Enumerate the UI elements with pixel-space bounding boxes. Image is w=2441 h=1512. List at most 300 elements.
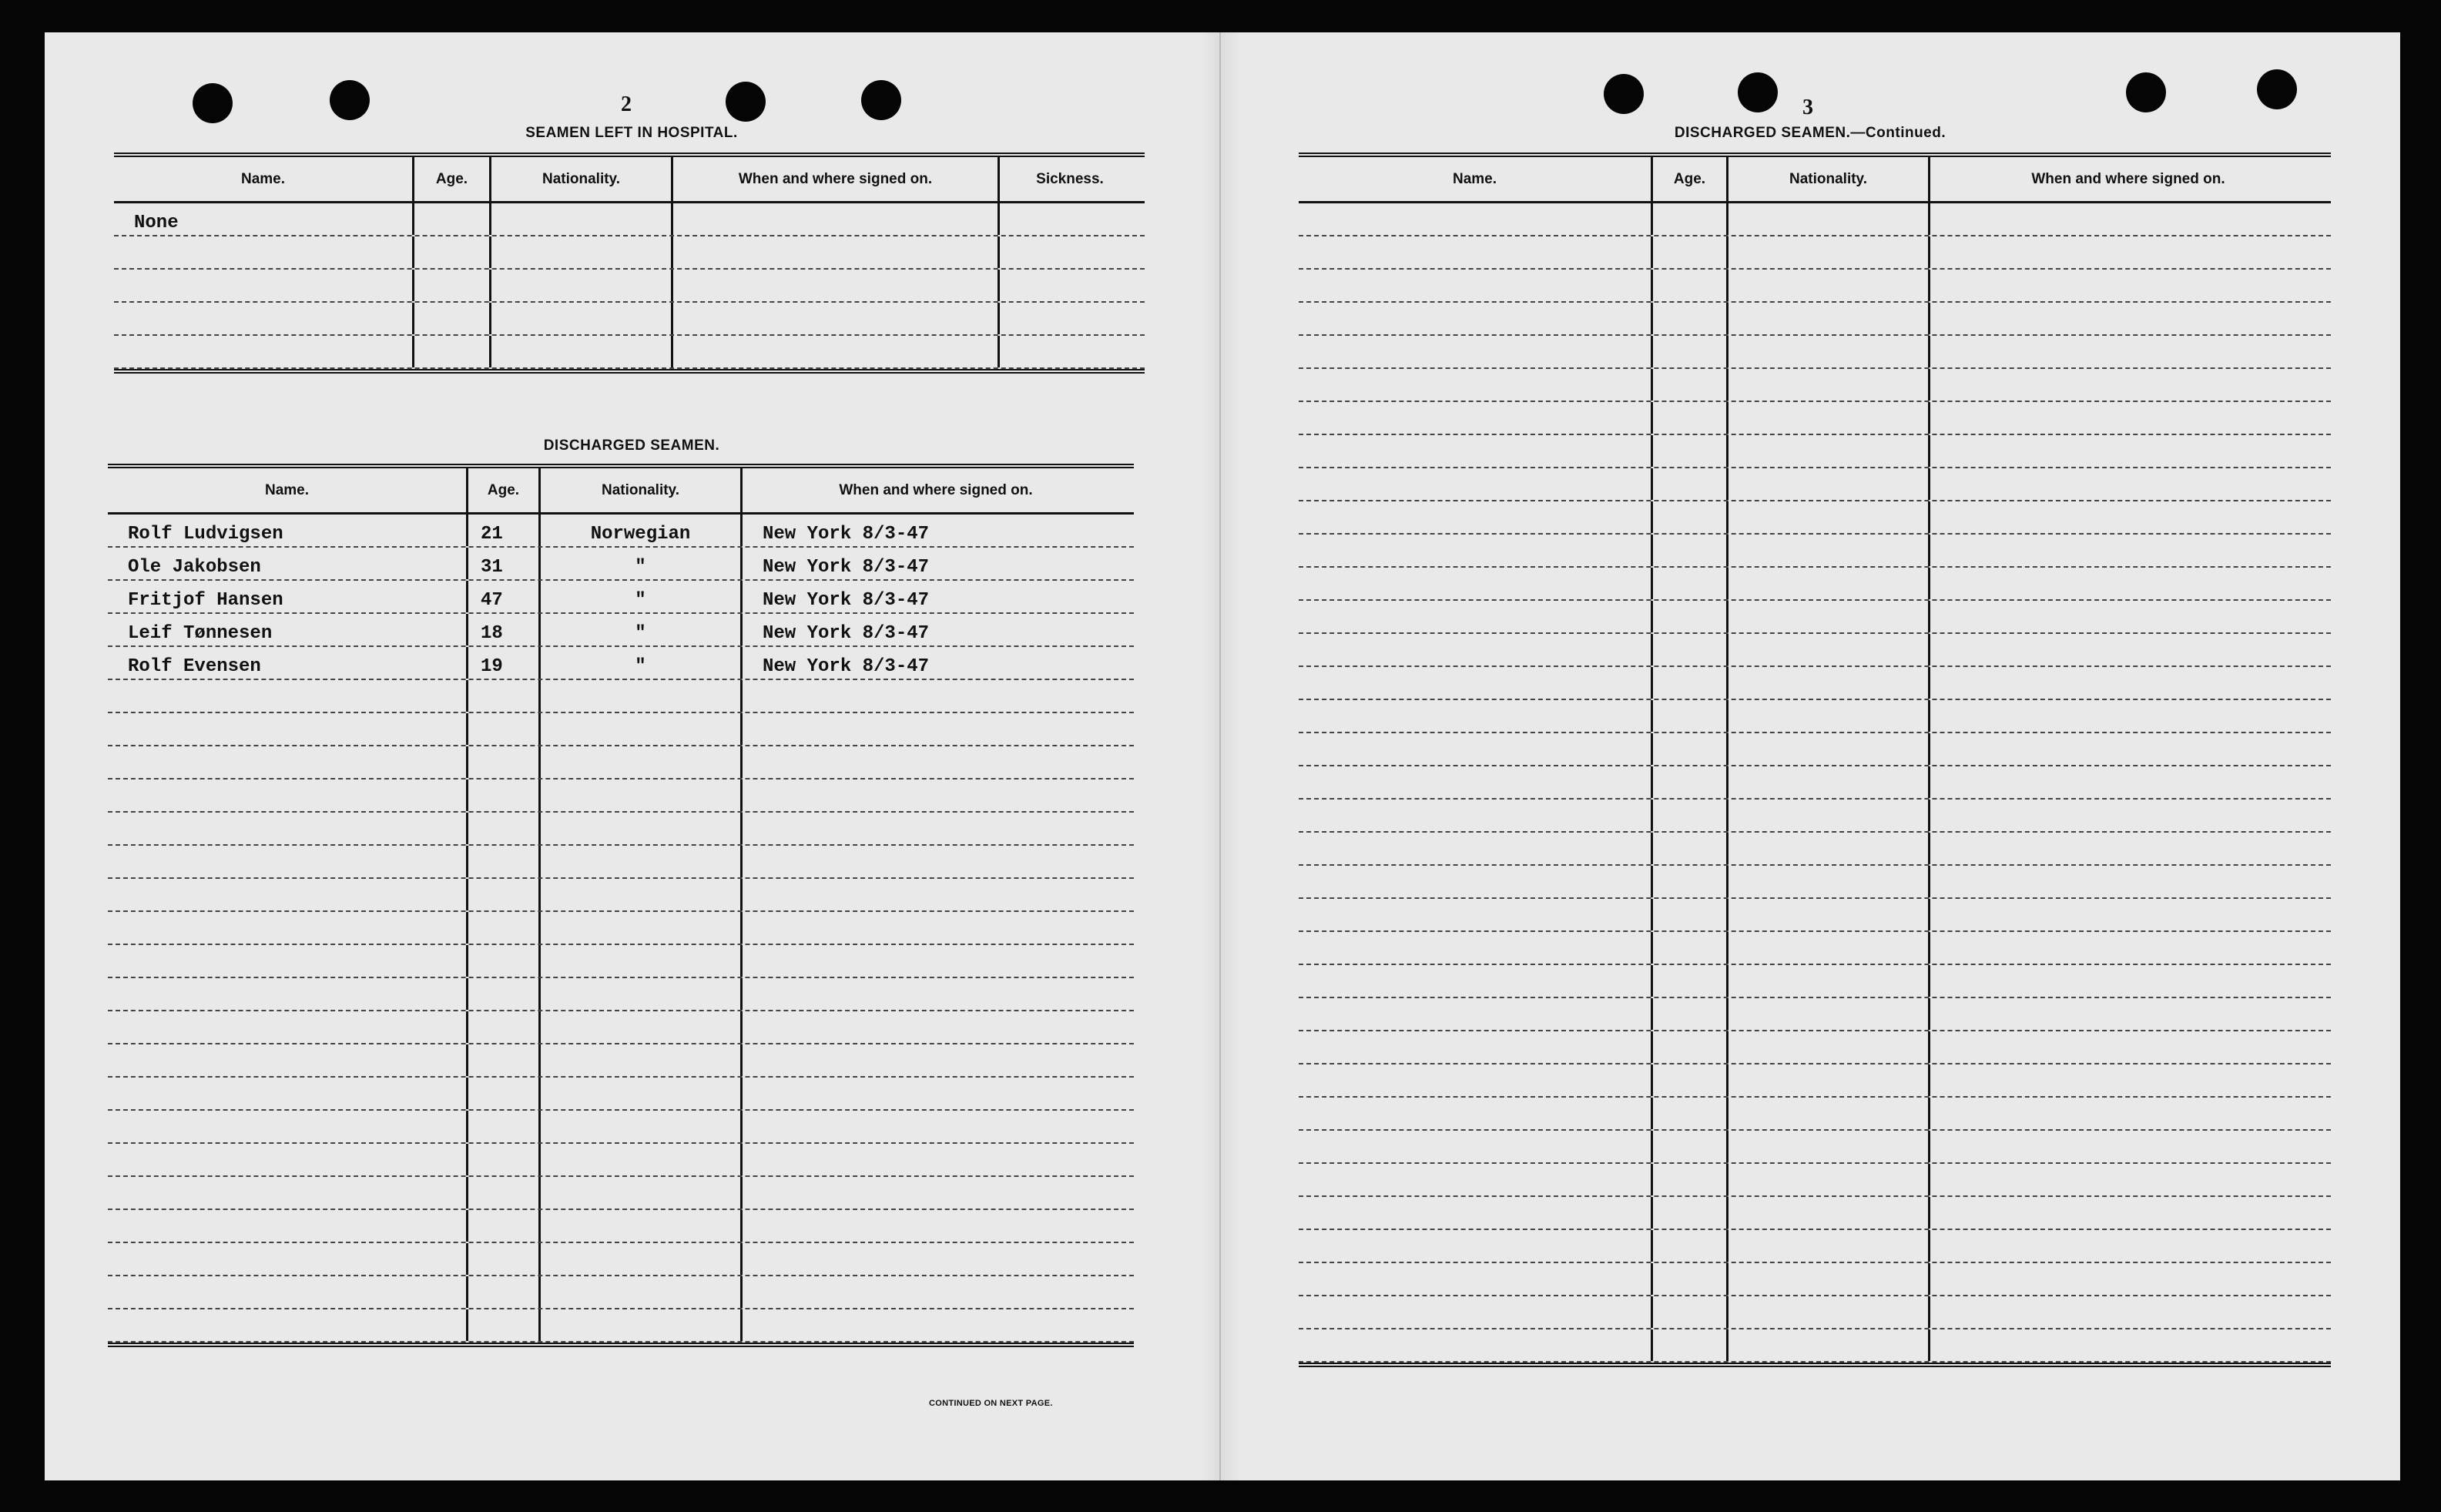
table-cell: [541, 978, 743, 1010]
table-row: [1299, 932, 2331, 965]
discharged-continued-table: [1299, 153, 2331, 1367]
table-cell: [1653, 1296, 1728, 1328]
discharged-section-title: DISCHARGED SEAMEN.: [543, 438, 720, 454]
hospital-table: [114, 153, 1145, 374]
table-cell: [1930, 468, 2326, 500]
table-row: [1299, 203, 2331, 236]
table-cell: [108, 879, 468, 910]
table-cell: [108, 1243, 468, 1275]
table-cell: [1653, 1263, 1728, 1295]
table-cell: [1000, 203, 1140, 235]
table-cell: [1728, 1197, 1930, 1229]
table-cell: [491, 303, 673, 334]
table-cell: [541, 713, 743, 745]
table-row: [1299, 369, 2331, 402]
table-cell: [1299, 1098, 1653, 1129]
table-cell: [1653, 1230, 1728, 1262]
table-cell: [468, 912, 541, 944]
table-row: [1299, 1296, 2331, 1329]
page-fold: [1219, 32, 1221, 1480]
table-cell: Fritjof Hansen: [108, 581, 468, 612]
table-cell: [541, 779, 743, 811]
table-row: [1299, 336, 2331, 369]
table-row: [108, 1011, 1134, 1044]
table-cell: [468, 1044, 541, 1076]
table-cell: [1653, 998, 1728, 1030]
table-cell: [743, 1078, 1129, 1109]
table-row: [1299, 1230, 2331, 1263]
table-cell: [743, 1011, 1129, 1043]
table-cell: [1728, 203, 1930, 235]
table-cell: [108, 912, 468, 944]
table-cell: [1299, 1031, 1653, 1063]
table-cell: [1299, 236, 1653, 268]
table-cell: [1299, 535, 1653, 566]
table-cell: [1728, 800, 1930, 831]
discharged-continued-header: [1299, 157, 2331, 203]
table-cell: [1299, 1164, 1653, 1195]
table-row: [108, 647, 1134, 680]
table-row: [1299, 800, 2331, 833]
table-row: [108, 515, 1134, 548]
table-cell: [1299, 634, 1653, 665]
table-cell: ": [541, 548, 743, 579]
table-cell: [1299, 435, 1653, 467]
table-cell: [1728, 866, 1930, 897]
column-header: Name.: [1299, 157, 1653, 201]
table-row: [108, 1111, 1134, 1144]
table-cell: [1299, 1296, 1653, 1328]
table-cell: [1930, 270, 2326, 301]
table-cell: [468, 1111, 541, 1142]
table-row: [114, 303, 1145, 336]
table-cell: [1728, 1329, 1930, 1361]
table-cell: [1930, 733, 2326, 765]
table-cell: [108, 1210, 468, 1242]
table-cell: None: [114, 203, 414, 235]
table-cell: [1653, 535, 1728, 566]
table-cell: [1930, 1263, 2326, 1295]
table-cell: [1299, 568, 1653, 599]
table-cell: [541, 813, 743, 844]
table-cell: [1728, 535, 1930, 566]
table-cell: [114, 303, 414, 334]
table-cell: [541, 1078, 743, 1109]
table-cell: [1653, 866, 1728, 897]
table-row: [108, 846, 1134, 879]
table-cell: Ole Jakobsen: [108, 548, 468, 579]
hospital-table-header: [114, 157, 1145, 203]
table-cell: [1299, 270, 1653, 301]
table-cell: [743, 879, 1129, 910]
table-cell: [1299, 899, 1653, 930]
table-cell: [1728, 1164, 1930, 1195]
table-cell: [1728, 601, 1930, 632]
table-cell: [1653, 1131, 1728, 1162]
table-row: [108, 1177, 1134, 1210]
binder-hole: [193, 83, 233, 123]
table-row: [1299, 667, 2331, 700]
table-cell: [1653, 203, 1728, 235]
table-cell: [1653, 236, 1728, 268]
table-cell: [1930, 336, 2326, 367]
table-cell: [743, 978, 1129, 1010]
table-cell: [1930, 402, 2326, 434]
table-row: [1299, 1131, 2331, 1164]
table-cell: [743, 945, 1129, 977]
table-cell: [108, 945, 468, 977]
table-row: [108, 1044, 1134, 1078]
table-cell: [541, 1210, 743, 1242]
table-cell: [108, 813, 468, 844]
table-row: [1299, 733, 2331, 766]
table-cell: [743, 1309, 1129, 1341]
column-header: Name.: [114, 157, 414, 201]
table-cell: [1653, 634, 1728, 665]
table-cell: [1930, 766, 2326, 798]
table-cell: [468, 713, 541, 745]
table-cell: [1653, 1329, 1728, 1361]
table-cell: [1930, 1164, 2326, 1195]
table-cell: [673, 270, 1000, 301]
table-row: [108, 548, 1134, 581]
table-cell: [1653, 932, 1728, 964]
table-row: [108, 746, 1134, 779]
table-cell: [468, 1078, 541, 1109]
table-cell: [414, 236, 491, 268]
table-cell: [1728, 1263, 1930, 1295]
table-row: [108, 614, 1134, 647]
table-cell: [1653, 965, 1728, 997]
table-row: [108, 912, 1134, 945]
table-cell: [1299, 866, 1653, 897]
table-cell: [1653, 303, 1728, 334]
table-cell: [491, 270, 673, 301]
table-row: [1299, 270, 2331, 303]
table-cell: [114, 336, 414, 367]
discharged-table: [108, 464, 1134, 1347]
table-cell: [108, 1078, 468, 1109]
table-cell: [468, 1276, 541, 1308]
table-cell: [1930, 833, 2326, 864]
table-cell: [1930, 203, 2326, 235]
table-cell: [1299, 998, 1653, 1030]
table-cell: [743, 779, 1129, 811]
column-header: When and where signed on.: [2031, 170, 2225, 187]
table-cell: [743, 1210, 1129, 1242]
table-cell: [108, 1276, 468, 1308]
table-cell: [1299, 667, 1653, 699]
table-cell: [1653, 833, 1728, 864]
table-row: [108, 713, 1134, 746]
table-cell: 21: [468, 515, 541, 546]
table-cell: 18: [468, 614, 541, 645]
page-number-left: 2: [621, 92, 632, 116]
table-cell: [1728, 1064, 1930, 1096]
table-cell: [1728, 1031, 1930, 1063]
table-row: [108, 1144, 1134, 1177]
table-cell: [1299, 1064, 1653, 1096]
table-cell: [1930, 634, 2326, 665]
table-cell: [114, 236, 414, 268]
table-cell: [1930, 1098, 2326, 1129]
table-cell: [1653, 899, 1728, 930]
table-cell: [1299, 1197, 1653, 1229]
table-cell: [1930, 998, 2326, 1030]
table-cell: [743, 1177, 1129, 1209]
table-cell: [1299, 1263, 1653, 1295]
table-cell: [108, 713, 468, 745]
table-cell: [468, 1144, 541, 1175]
column-header: Nationality.: [541, 468, 743, 512]
column-header: Sickness.: [1036, 170, 1104, 187]
table-row: [1299, 1164, 2331, 1197]
binder-hole: [2257, 69, 2297, 109]
table-cell: [1000, 270, 1140, 301]
table-row: [1299, 1098, 2331, 1131]
table-cell: Leif Tønnesen: [108, 614, 468, 645]
hospital-table-body: [114, 203, 1145, 369]
table-cell: [1653, 435, 1728, 467]
table-cell: [1653, 270, 1728, 301]
table-row: [1299, 1197, 2331, 1230]
table-cell: [1653, 700, 1728, 732]
table-cell: [743, 1144, 1129, 1175]
table-cell: [1930, 667, 2326, 699]
table-row: [1299, 236, 2331, 270]
table-cell: [1930, 369, 2326, 401]
table-cell: [1299, 402, 1653, 434]
table-cell: [491, 236, 673, 268]
table-cell: [1299, 932, 1653, 964]
table-cell: [1930, 303, 2326, 334]
hospital-section-title: SEAMEN LEFT IN HOSPITAL.: [525, 125, 738, 141]
table-cell: [108, 978, 468, 1010]
table-cell: [414, 303, 491, 334]
table-row: [1299, 468, 2331, 501]
table-row: [108, 879, 1134, 912]
table-row: [1299, 766, 2331, 800]
table-row: [114, 236, 1145, 270]
table-cell: [1728, 501, 1930, 533]
table-cell: New York 8/3-47: [763, 656, 930, 677]
table-cell: [1299, 965, 1653, 997]
column-header: Name.: [108, 468, 468, 512]
table-cell: [468, 1011, 541, 1043]
table-row: [1299, 866, 2331, 899]
table-cell: [541, 1177, 743, 1209]
table-cell: [468, 813, 541, 844]
table-cell: [1728, 766, 1930, 798]
table-cell: [541, 1011, 743, 1043]
table-cell: [108, 680, 468, 712]
table-cell: 47: [468, 581, 541, 612]
table-cell: [1728, 700, 1930, 732]
discharged-table-header: [108, 468, 1134, 515]
table-cell: [108, 846, 468, 877]
table-cell: [1728, 634, 1930, 665]
table-row: [1299, 568, 2331, 601]
table-cell: [468, 1243, 541, 1275]
table-cell: [114, 270, 414, 301]
table-cell: ": [541, 647, 743, 679]
table-cell: [468, 1177, 541, 1209]
column-header: Nationality.: [1728, 157, 1930, 201]
table-cell: [1930, 236, 2326, 268]
table-cell: [1728, 932, 1930, 964]
table-cell: [1653, 501, 1728, 533]
table-cell: [743, 1111, 1129, 1142]
continued-note: CONTINUED ON NEXT PAGE.: [929, 1399, 1053, 1408]
table-row: [108, 945, 1134, 978]
table-cell: [468, 779, 541, 811]
table-row: [114, 203, 1145, 236]
table-row: [108, 1243, 1134, 1276]
table-cell: [1728, 402, 1930, 434]
table-cell: [1930, 1230, 2326, 1262]
table-cell: [108, 1177, 468, 1209]
table-cell: [1728, 435, 1930, 467]
table-cell: [541, 1276, 743, 1308]
table-row: [1299, 601, 2331, 634]
table-cell: ": [541, 581, 743, 612]
table-cell: [1728, 998, 1930, 1030]
table-cell: [743, 912, 1129, 944]
page-number-right: 3: [1802, 96, 1813, 119]
table-row: [1299, 1031, 2331, 1064]
table-cell: [541, 846, 743, 877]
table-cell: [108, 1144, 468, 1175]
table-cell: [541, 945, 743, 977]
table-row: [1299, 634, 2331, 667]
column-header: When and where signed on.: [839, 481, 1033, 498]
table-cell: [1299, 369, 1653, 401]
table-cell: [468, 746, 541, 778]
table-row: [1299, 899, 2331, 932]
table-cell: [468, 680, 541, 712]
table-row: [1299, 833, 2331, 866]
table-cell: [1653, 1064, 1728, 1096]
table-cell: Norwegian: [541, 515, 743, 546]
table-row: [1299, 1064, 2331, 1098]
table-cell: [414, 203, 491, 235]
table-cell: [1728, 965, 1930, 997]
table-cell: [1930, 800, 2326, 831]
binder-hole: [726, 82, 766, 122]
table-cell: [743, 1044, 1129, 1076]
table-cell: New York 8/3-47: [763, 557, 930, 578]
table-row: [108, 1210, 1134, 1243]
table-cell: [108, 1011, 468, 1043]
table-cell: [1653, 667, 1728, 699]
table-cell: [468, 945, 541, 977]
table-row: [114, 336, 1145, 369]
table-cell: [1653, 1098, 1728, 1129]
table-cell: [1000, 236, 1140, 268]
table-cell: [1930, 899, 2326, 930]
table-row: [1299, 501, 2331, 535]
table-row: [1299, 965, 2331, 998]
binder-hole: [1604, 74, 1644, 114]
table-cell: [1728, 236, 1930, 268]
table-cell: [743, 680, 1129, 712]
table-cell: [468, 879, 541, 910]
table-row: [1299, 998, 2331, 1031]
table-cell: [1299, 1230, 1653, 1262]
table-cell: [1299, 700, 1653, 732]
table-cell: [1299, 733, 1653, 765]
table-cell: [1653, 468, 1728, 500]
table-cell: [673, 236, 1000, 268]
table-cell: [1930, 1031, 2326, 1063]
table-cell: [1299, 833, 1653, 864]
table-row: [108, 813, 1134, 846]
table-cell: [1299, 1131, 1653, 1162]
table-cell: [1653, 402, 1728, 434]
table-cell: [1930, 568, 2326, 599]
table-cell: [1299, 1329, 1653, 1361]
table-cell: [541, 1243, 743, 1275]
table-cell: [1653, 766, 1728, 798]
table-row: [1299, 435, 2331, 468]
table-cell: New York 8/3-47: [763, 524, 930, 545]
table-cell: [1299, 468, 1653, 500]
table-cell: [1000, 336, 1140, 367]
table-cell: [1299, 501, 1653, 533]
table-cell: [1653, 1164, 1728, 1195]
table-cell: [1653, 336, 1728, 367]
table-cell: [541, 1111, 743, 1142]
table-cell: [108, 1111, 468, 1142]
column-header: Age.: [414, 157, 491, 201]
table-cell: [1299, 303, 1653, 334]
table-cell: [491, 336, 673, 367]
table-cell: New York 8/3-47: [763, 590, 930, 611]
table-cell: [541, 912, 743, 944]
table-cell: [108, 746, 468, 778]
table-cell: [1728, 1230, 1930, 1262]
table-cell: [108, 1309, 468, 1341]
table-cell: [1728, 303, 1930, 334]
table-cell: [541, 680, 743, 712]
table-cell: [1728, 336, 1930, 367]
table-cell: [1299, 203, 1653, 235]
table-cell: [1728, 899, 1930, 930]
table-cell: [1930, 1131, 2326, 1162]
table-row: [108, 978, 1134, 1011]
table-cell: [468, 1309, 541, 1341]
table-cell: [1930, 435, 2326, 467]
discharged-continued-title: DISCHARGED SEAMEN.—Continued.: [1674, 125, 1946, 141]
table-cell: [468, 846, 541, 877]
table-cell: Rolf Ludvigsen: [108, 515, 468, 546]
table-cell: 19: [468, 647, 541, 679]
table-row: [1299, 402, 2331, 435]
table-cell: [1299, 601, 1653, 632]
table-row: [108, 779, 1134, 813]
table-cell: [743, 713, 1129, 745]
table-cell: [1930, 1064, 2326, 1096]
table-row: [1299, 535, 2331, 568]
table-cell: [673, 203, 1000, 235]
binder-hole: [861, 80, 901, 120]
column-header: Nationality.: [491, 157, 673, 201]
table-cell: [673, 303, 1000, 334]
table-cell: [1728, 1296, 1930, 1328]
table-row: [108, 1309, 1134, 1343]
column-header: When and where signed on.: [673, 157, 1000, 201]
table-cell: [1728, 270, 1930, 301]
